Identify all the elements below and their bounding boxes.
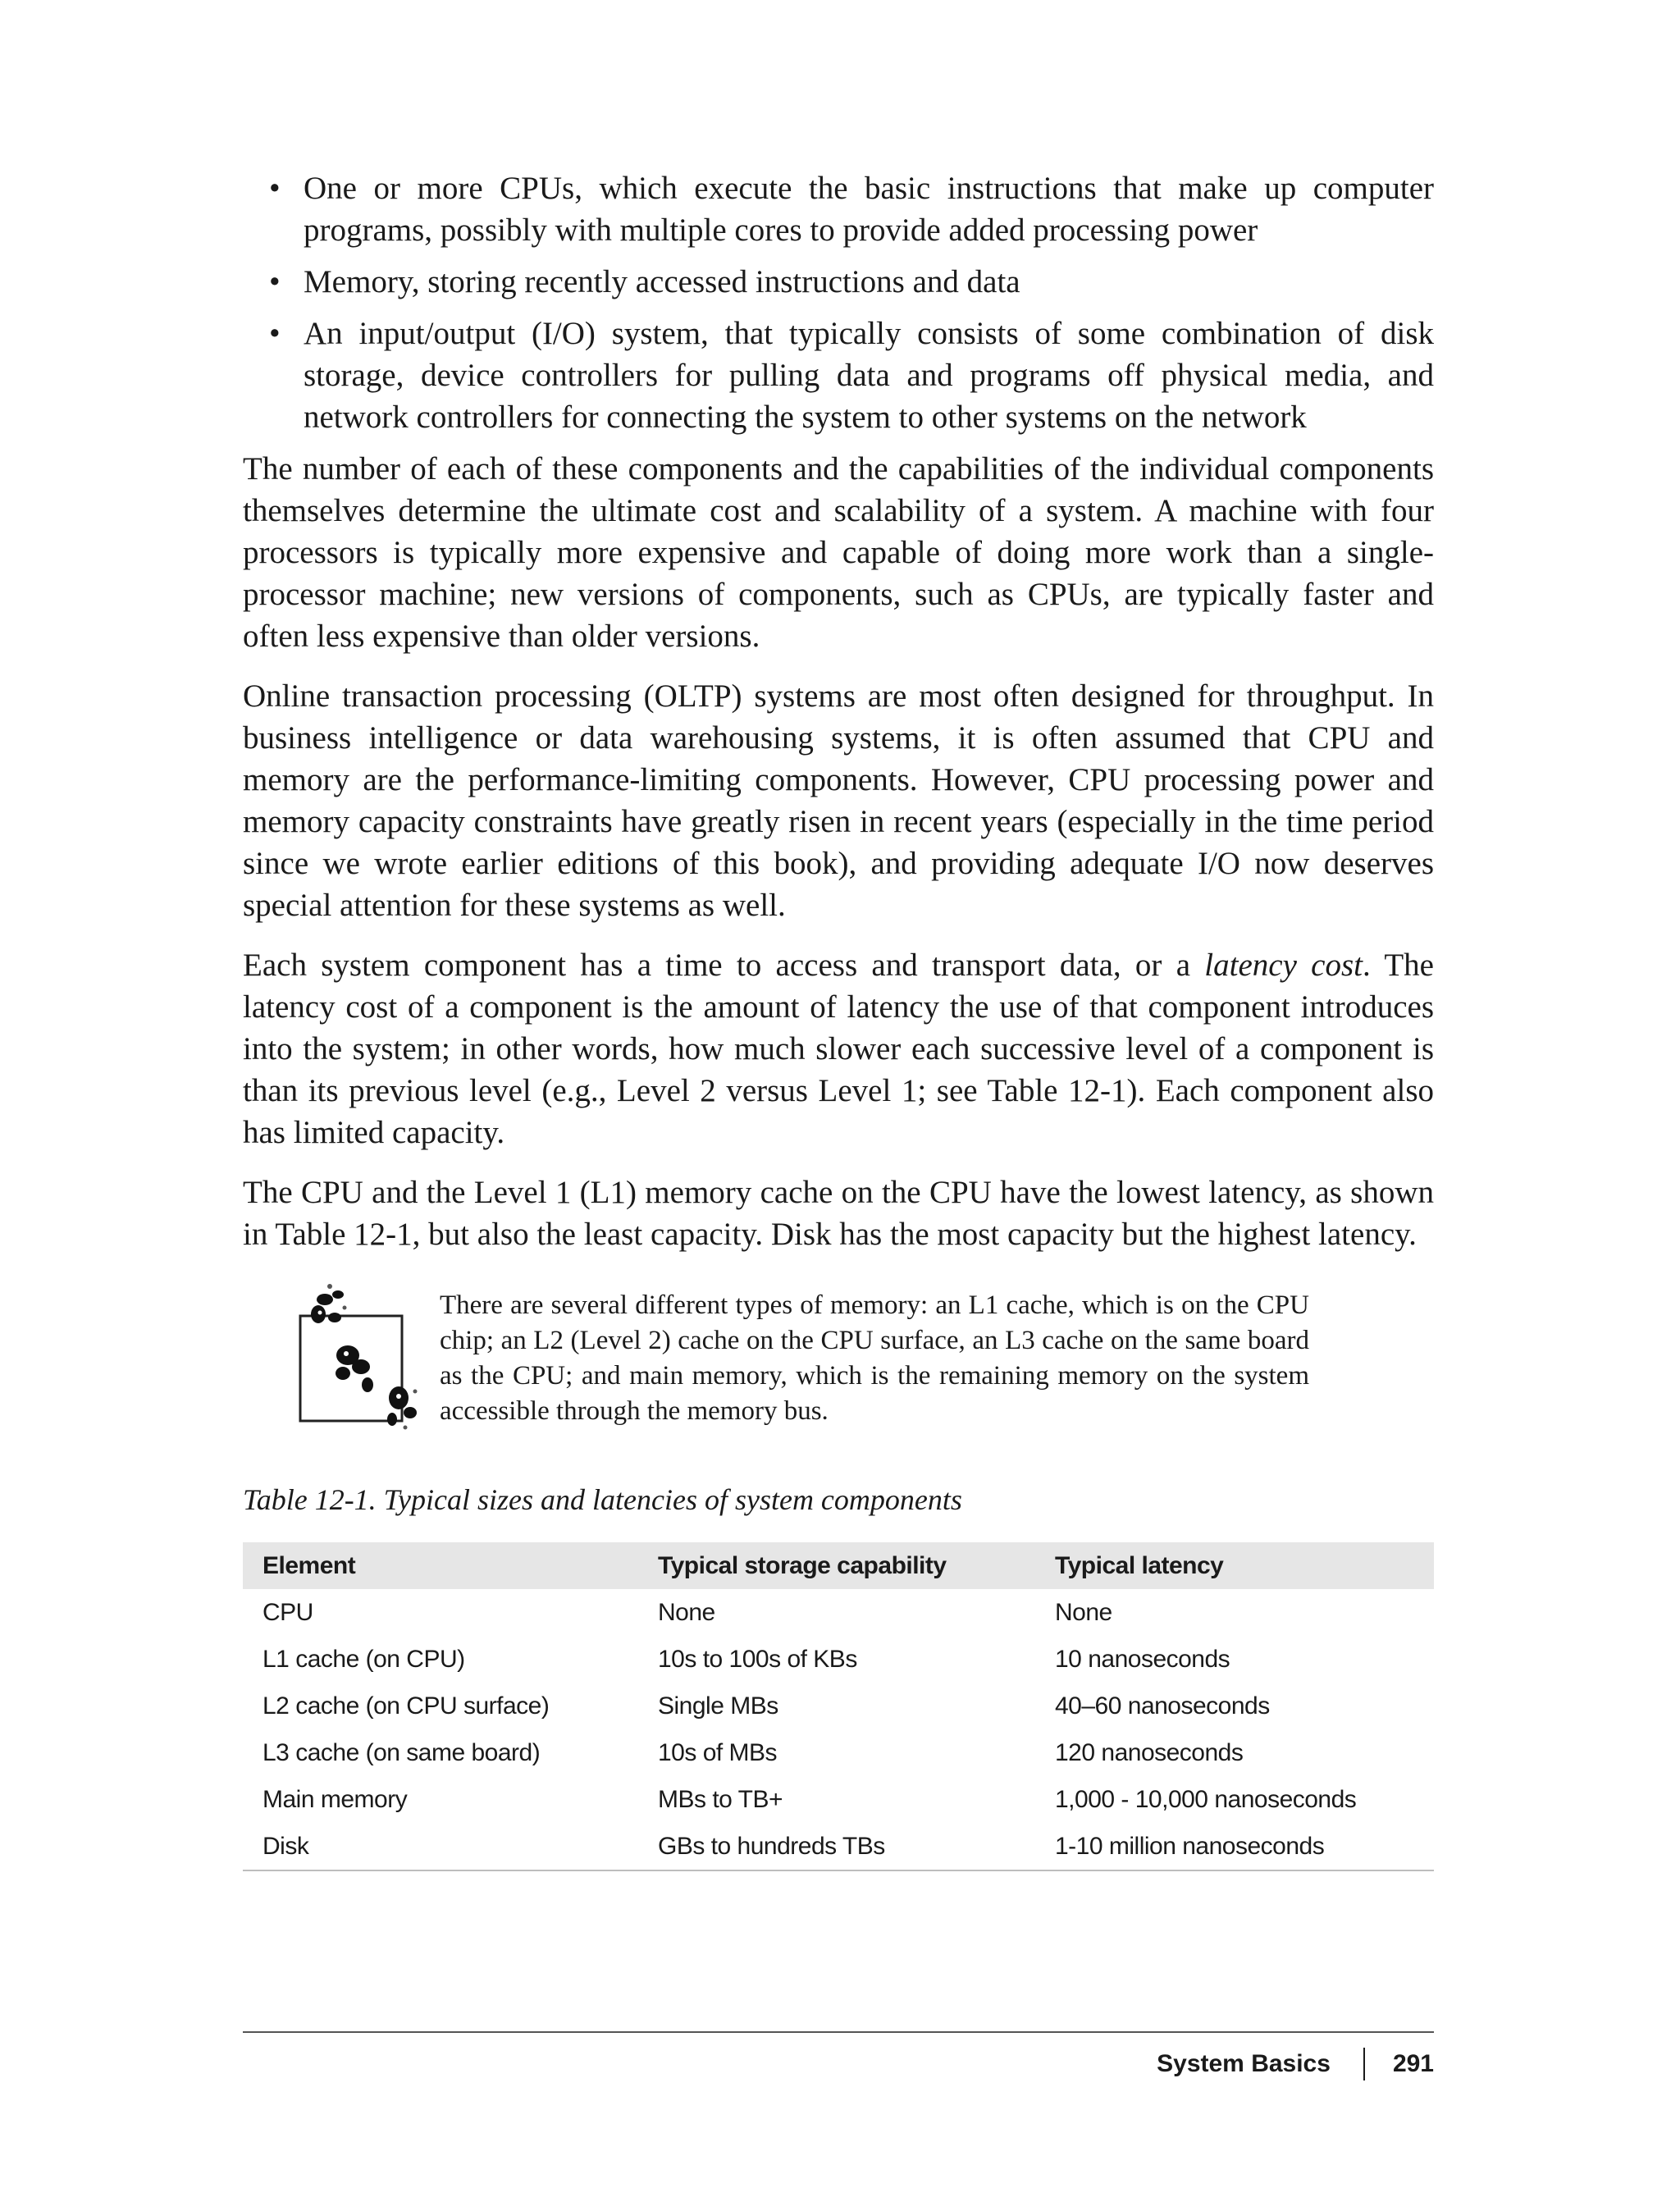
paragraph-cpu-l1: The CPU and the Level 1 (L1) memory cache on the CPU have the lowest latency, as shown in Table 12-1, but also the least capacity. Disk has the most capacity but the highest latency. xyxy=(243,1175,1434,1252)
tip-text: There are several different types of memory: an L1 cache, which is on the CPU chip; an L2 (Level 2) cache on the CPU surface, an L3 cache on the same board as the CPU; and main memory, which is the remaining memory on the system accessible through the memory bus. xyxy=(440,1290,1309,1426)
paragraph-components-cost: The number of each of these components and the capabilities of the individual components themselves determine the ultimate cost and scalability of a system. A machine with four processors is typically more expensive and capable of doing more work than a single-processor machine; new versions of components, such as CPUs, are typically faster and often less expensive than older versions. xyxy=(243,451,1434,654)
bullet-text: One or more CPUs, which execute the basic instructions that make up computer programs, possibly with multiple cores to provide added processing power xyxy=(304,171,1434,248)
page-footer xyxy=(1157,2048,1434,2080)
bullet-item xyxy=(243,261,1434,303)
bullet-marker: • xyxy=(269,171,281,206)
latency-text-end: . The latency cost of a component is the amount of latency the use of that component introduces into the system; in other words, how much slower each successive level of a component is than its previous level (e.g., Level 2 versus Level 1; see Table 12-1). Each component also has limited capacity. xyxy=(243,948,1434,1150)
table-cell: L1 cache (on CPU) xyxy=(262,1645,465,1673)
bullet-item xyxy=(243,313,1434,438)
footer-separator xyxy=(1363,2048,1365,2080)
table-cell: 1-10 million nanoseconds xyxy=(1035,1823,1434,1870)
latency-table xyxy=(243,1542,1434,1871)
footer-section-title: System Basics xyxy=(1157,2050,1331,2077)
latency-text-start: Each system component has a time to access and transport data, or a xyxy=(243,948,1205,983)
table-row xyxy=(243,1729,1434,1776)
page-number: 291 xyxy=(1392,2050,1434,2077)
table-cell: Single MBs xyxy=(658,1692,778,1720)
paragraph-latency-cost xyxy=(243,944,1434,1153)
table-cell: MBs to TB+ xyxy=(658,1785,783,1813)
table-cell: Disk xyxy=(243,1823,638,1870)
column-header: Element xyxy=(262,1551,356,1579)
paragraph-oltp: Online transaction processing (OLTP) systems are most often designed for throughput. In business intelligence or data warehousing systems, it is often assumed that CPU and memory are the performance-limiting components. However, CPU processing power and memory capacity constraints have greatly risen in recent years (especially in the time period since we wrote earlier editions of this book), and providing adequate I/O now deserves special attention for these systems as well. xyxy=(243,678,1434,923)
table-row xyxy=(243,1589,1434,1636)
table-cell: L3 cache (on same board) xyxy=(262,1738,541,1766)
table-cell: None xyxy=(1055,1598,1112,1626)
column-header: Typical latency xyxy=(1055,1551,1224,1579)
table-cell: 40–60 nanoseconds xyxy=(1055,1692,1270,1720)
tip-note xyxy=(243,1288,1434,1452)
bullet-marker: • xyxy=(269,316,281,351)
table-cell: L2 cache (on CPU surface) xyxy=(262,1692,550,1720)
footer-divider xyxy=(243,2031,1434,2033)
bullet-item xyxy=(243,167,1434,251)
page-content xyxy=(243,167,1434,1871)
column-header: Typical storage capability xyxy=(658,1551,947,1579)
table-cell: 120 nanoseconds xyxy=(1055,1738,1244,1766)
bullet-text: Memory, storing recently accessed instructions and data xyxy=(304,264,1020,299)
table-cell: CPU xyxy=(262,1598,313,1626)
table-cell: None xyxy=(658,1598,715,1626)
table-cell: 10s of MBs xyxy=(658,1738,778,1766)
bullet-marker: • xyxy=(269,264,281,299)
tip-icon xyxy=(297,1283,420,1431)
table-cell: 10 nanoseconds xyxy=(1055,1645,1230,1673)
latency-cost-term: latency cost xyxy=(1204,948,1363,983)
table-row xyxy=(243,1776,1434,1823)
table-header-row xyxy=(243,1542,1434,1589)
bullet-text: An input/output (I/O) system, that typically consists of some combination of disk storage, device controllers for pulling data and programs off physical media, and network controllers for connecting the system to other systems on the network xyxy=(304,316,1434,435)
table-cell: GBs to hundreds TBs xyxy=(638,1823,1035,1870)
table-row xyxy=(243,1636,1434,1683)
table-cell: Main memory xyxy=(262,1785,408,1813)
table-caption: Table 12-1. Typical sizes and latencies of system components xyxy=(243,1483,962,1516)
table-row xyxy=(243,1823,1434,1870)
table-cell: 1,000 - 10,000 nanoseconds xyxy=(1055,1785,1357,1813)
component-bullet-list xyxy=(243,167,1434,438)
table-row xyxy=(243,1683,1434,1729)
table-cell: 10s to 100s of KBs xyxy=(658,1645,857,1673)
